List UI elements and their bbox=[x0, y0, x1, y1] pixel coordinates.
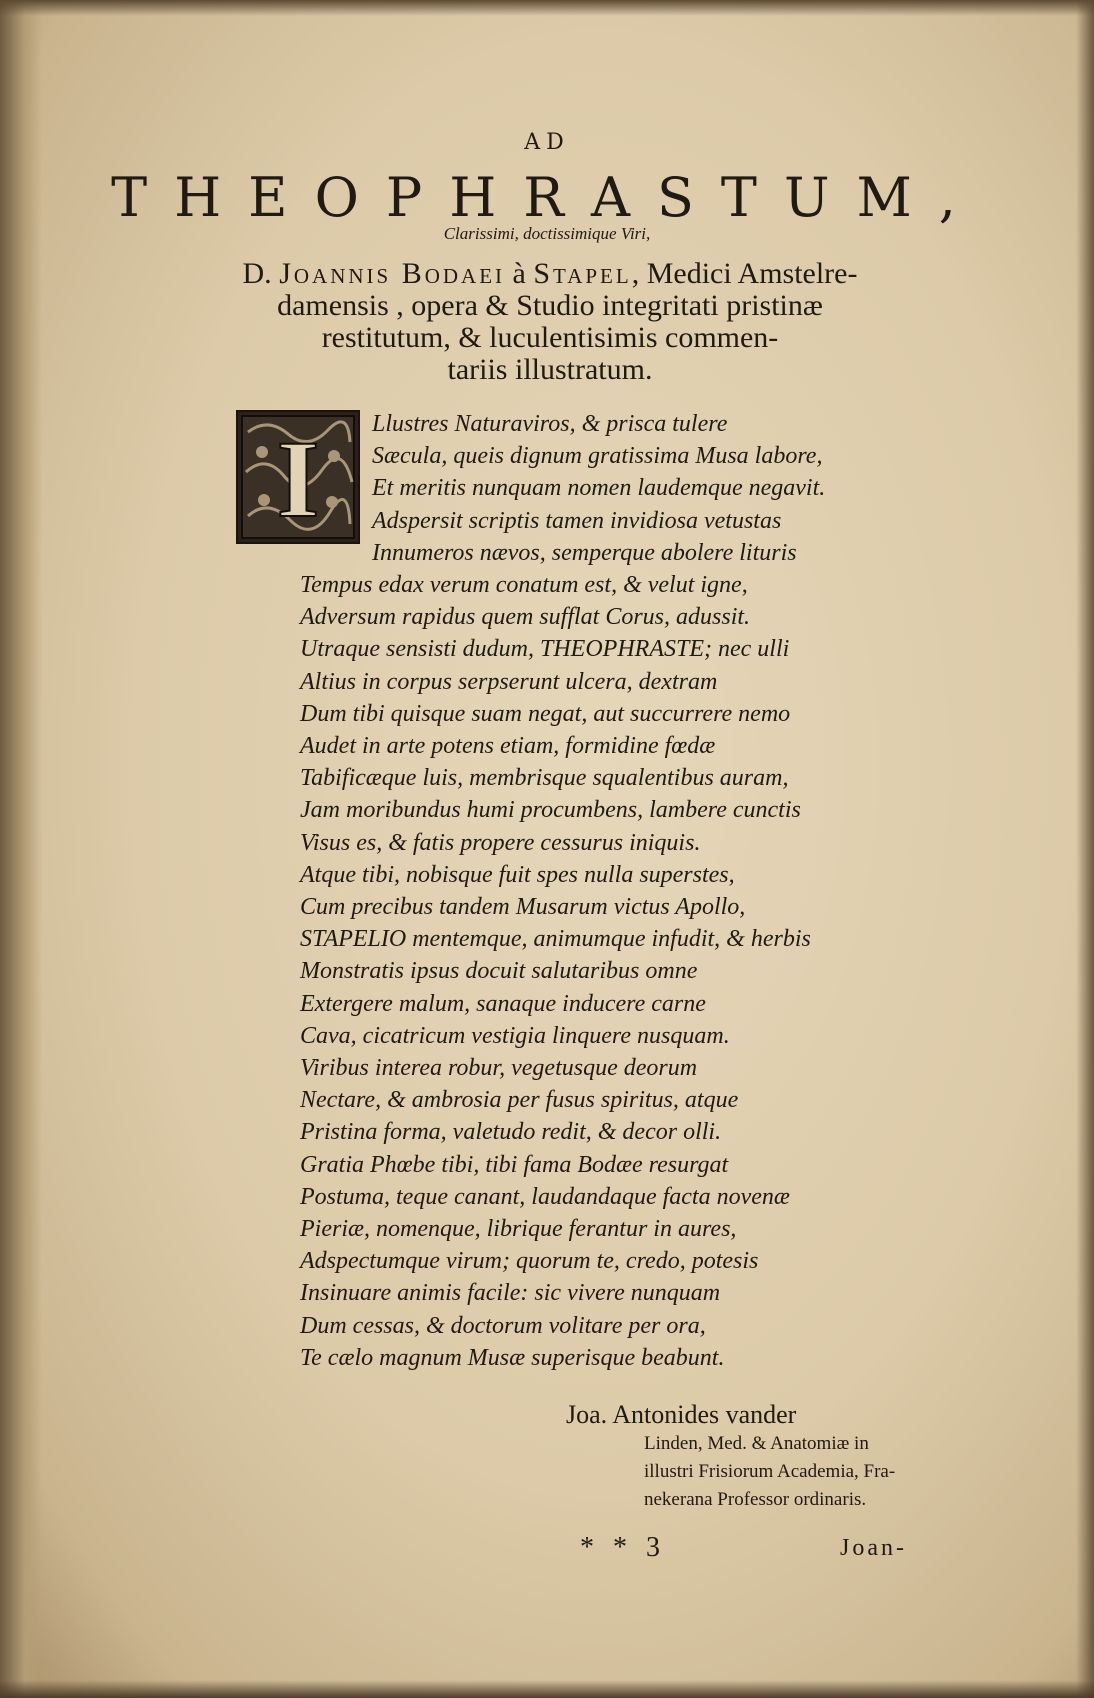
poem-line: Et meritis nunquam nomen laudemque negavit. bbox=[372, 475, 826, 502]
poem-line: Innumeros nævos, semperque abolere lituris bbox=[372, 539, 797, 566]
title-prefix: D. bbox=[242, 257, 272, 290]
title-line-2: damensis , opera & Studio integritati pristinæ bbox=[277, 289, 823, 322]
heading-viri: Clarissimi, doctissimique Viri, bbox=[443, 224, 651, 243]
signature-line-3: illustri Frisiorum Academia, Fra- bbox=[644, 1461, 896, 1482]
poem-line: STAPELIO mentemque, animumque infudit, & herbis bbox=[300, 926, 811, 953]
poem-line: Visus es, & fatis propere cessurus iniquis. bbox=[300, 829, 701, 856]
signature bbox=[566, 1400, 946, 1514]
poem-line: Monstratis ipsus docuit salutaribus omne bbox=[300, 958, 698, 985]
poem-line: Atque tibi, nobisque fuit spes nulla superstes, bbox=[300, 861, 735, 888]
poem-line: Gratia Phœbe tibi, tibi fama Bodæe resurgat bbox=[300, 1151, 729, 1178]
poem-line: Utraque sensisti dudum, THEOPHRASTE; nec ulli bbox=[300, 636, 790, 663]
poem-line: Postuma, teque canant, laudandaque facta novenæ bbox=[300, 1183, 790, 1210]
title-line-1-rest: , Medici Amstelre- bbox=[631, 257, 858, 290]
poem-line: Cava, cicatricum vestigia linquere nusquam. bbox=[300, 1022, 730, 1049]
title-author-name: Joannis Bodaei bbox=[279, 257, 506, 290]
poem-line: Te cælo magnum Musæ superisque beabunt. bbox=[300, 1344, 725, 1371]
poem-line: Cum precibus tandem Musarum victus Apollo, bbox=[300, 894, 746, 921]
poem-line: Dum tibi quisque suam negat, aut succurrere nemo bbox=[300, 700, 791, 727]
poem-line: Nectare, & ambrosia per fusus spiritus, atque bbox=[300, 1087, 739, 1114]
page-edge-bottom bbox=[0, 1680, 1094, 1698]
poem-line: Pristina forma, valetudo redit, & decor olli. bbox=[300, 1119, 722, 1146]
poem-line: Tabificæque luis, membrisque squalentibus auram, bbox=[300, 765, 789, 792]
poem-line: Sæcula, queis dignum gratissima Musa labore, bbox=[372, 443, 823, 470]
signature-mark: * * 3 bbox=[580, 1532, 666, 1563]
signature-line-4: nekerana Professor ordinaris. bbox=[644, 1489, 867, 1510]
poem-line: Adspersit scriptis tamen invidiosa vetustas bbox=[372, 507, 782, 534]
title-stapel: Stapel bbox=[533, 257, 632, 290]
heading-ad: AD bbox=[524, 130, 570, 155]
poem-line: Tempus edax verum conatum est, & velut igne, bbox=[300, 572, 748, 599]
title-a: à bbox=[512, 257, 526, 290]
heading-theophrastum: THEOPHRASTUM, bbox=[111, 166, 983, 229]
title-line-3: restitutum, & luculentisimis commen- bbox=[321, 321, 779, 354]
poem-line: Extergere malum, sanaque inducere carne bbox=[300, 990, 706, 1017]
spine-shadow bbox=[0, 0, 42, 1698]
title-line-4: tariis illustratum. bbox=[447, 353, 653, 386]
title-line-1 bbox=[160, 258, 940, 290]
poem-line: Altius in corpus serpserunt ulcera, dextram bbox=[300, 668, 718, 695]
poem-line: Insinuare animis facile: sic vivere nunquam bbox=[300, 1280, 721, 1307]
poem bbox=[300, 408, 900, 1374]
poem-line: Viribus interea robur, vegetusque deorum bbox=[300, 1055, 698, 1082]
poem-line: Audet in arte potens etiam, formidine fœdæ bbox=[300, 733, 716, 760]
poem-line: Pieriæ, nomenque, librique ferantur in aures, bbox=[300, 1216, 737, 1243]
poem-line: Adspectumque virum; quorum te, credo, potesis bbox=[300, 1248, 759, 1275]
poem-line: Dum cessas, & doctorum volitare per ora, bbox=[300, 1312, 706, 1339]
signature-name: Joa. Antonides vander bbox=[566, 1400, 797, 1429]
poem-line: Llustres Naturaviros, & prisca tulere bbox=[372, 411, 728, 437]
page-edge-right bbox=[1076, 0, 1094, 1698]
page-edge-top bbox=[0, 0, 1094, 16]
initial-letter: I bbox=[276, 418, 320, 540]
title-block bbox=[160, 258, 940, 386]
poem-line: Adversum rapidus quem sufflat Corus, adussit. bbox=[300, 604, 751, 631]
poem-line: Jam moribundus humi procumbens, lambere cunctis bbox=[300, 797, 801, 824]
catchword: Joan- bbox=[840, 1535, 907, 1561]
signature-line-2: Linden, Med. & Anatomiæ in bbox=[644, 1433, 869, 1454]
